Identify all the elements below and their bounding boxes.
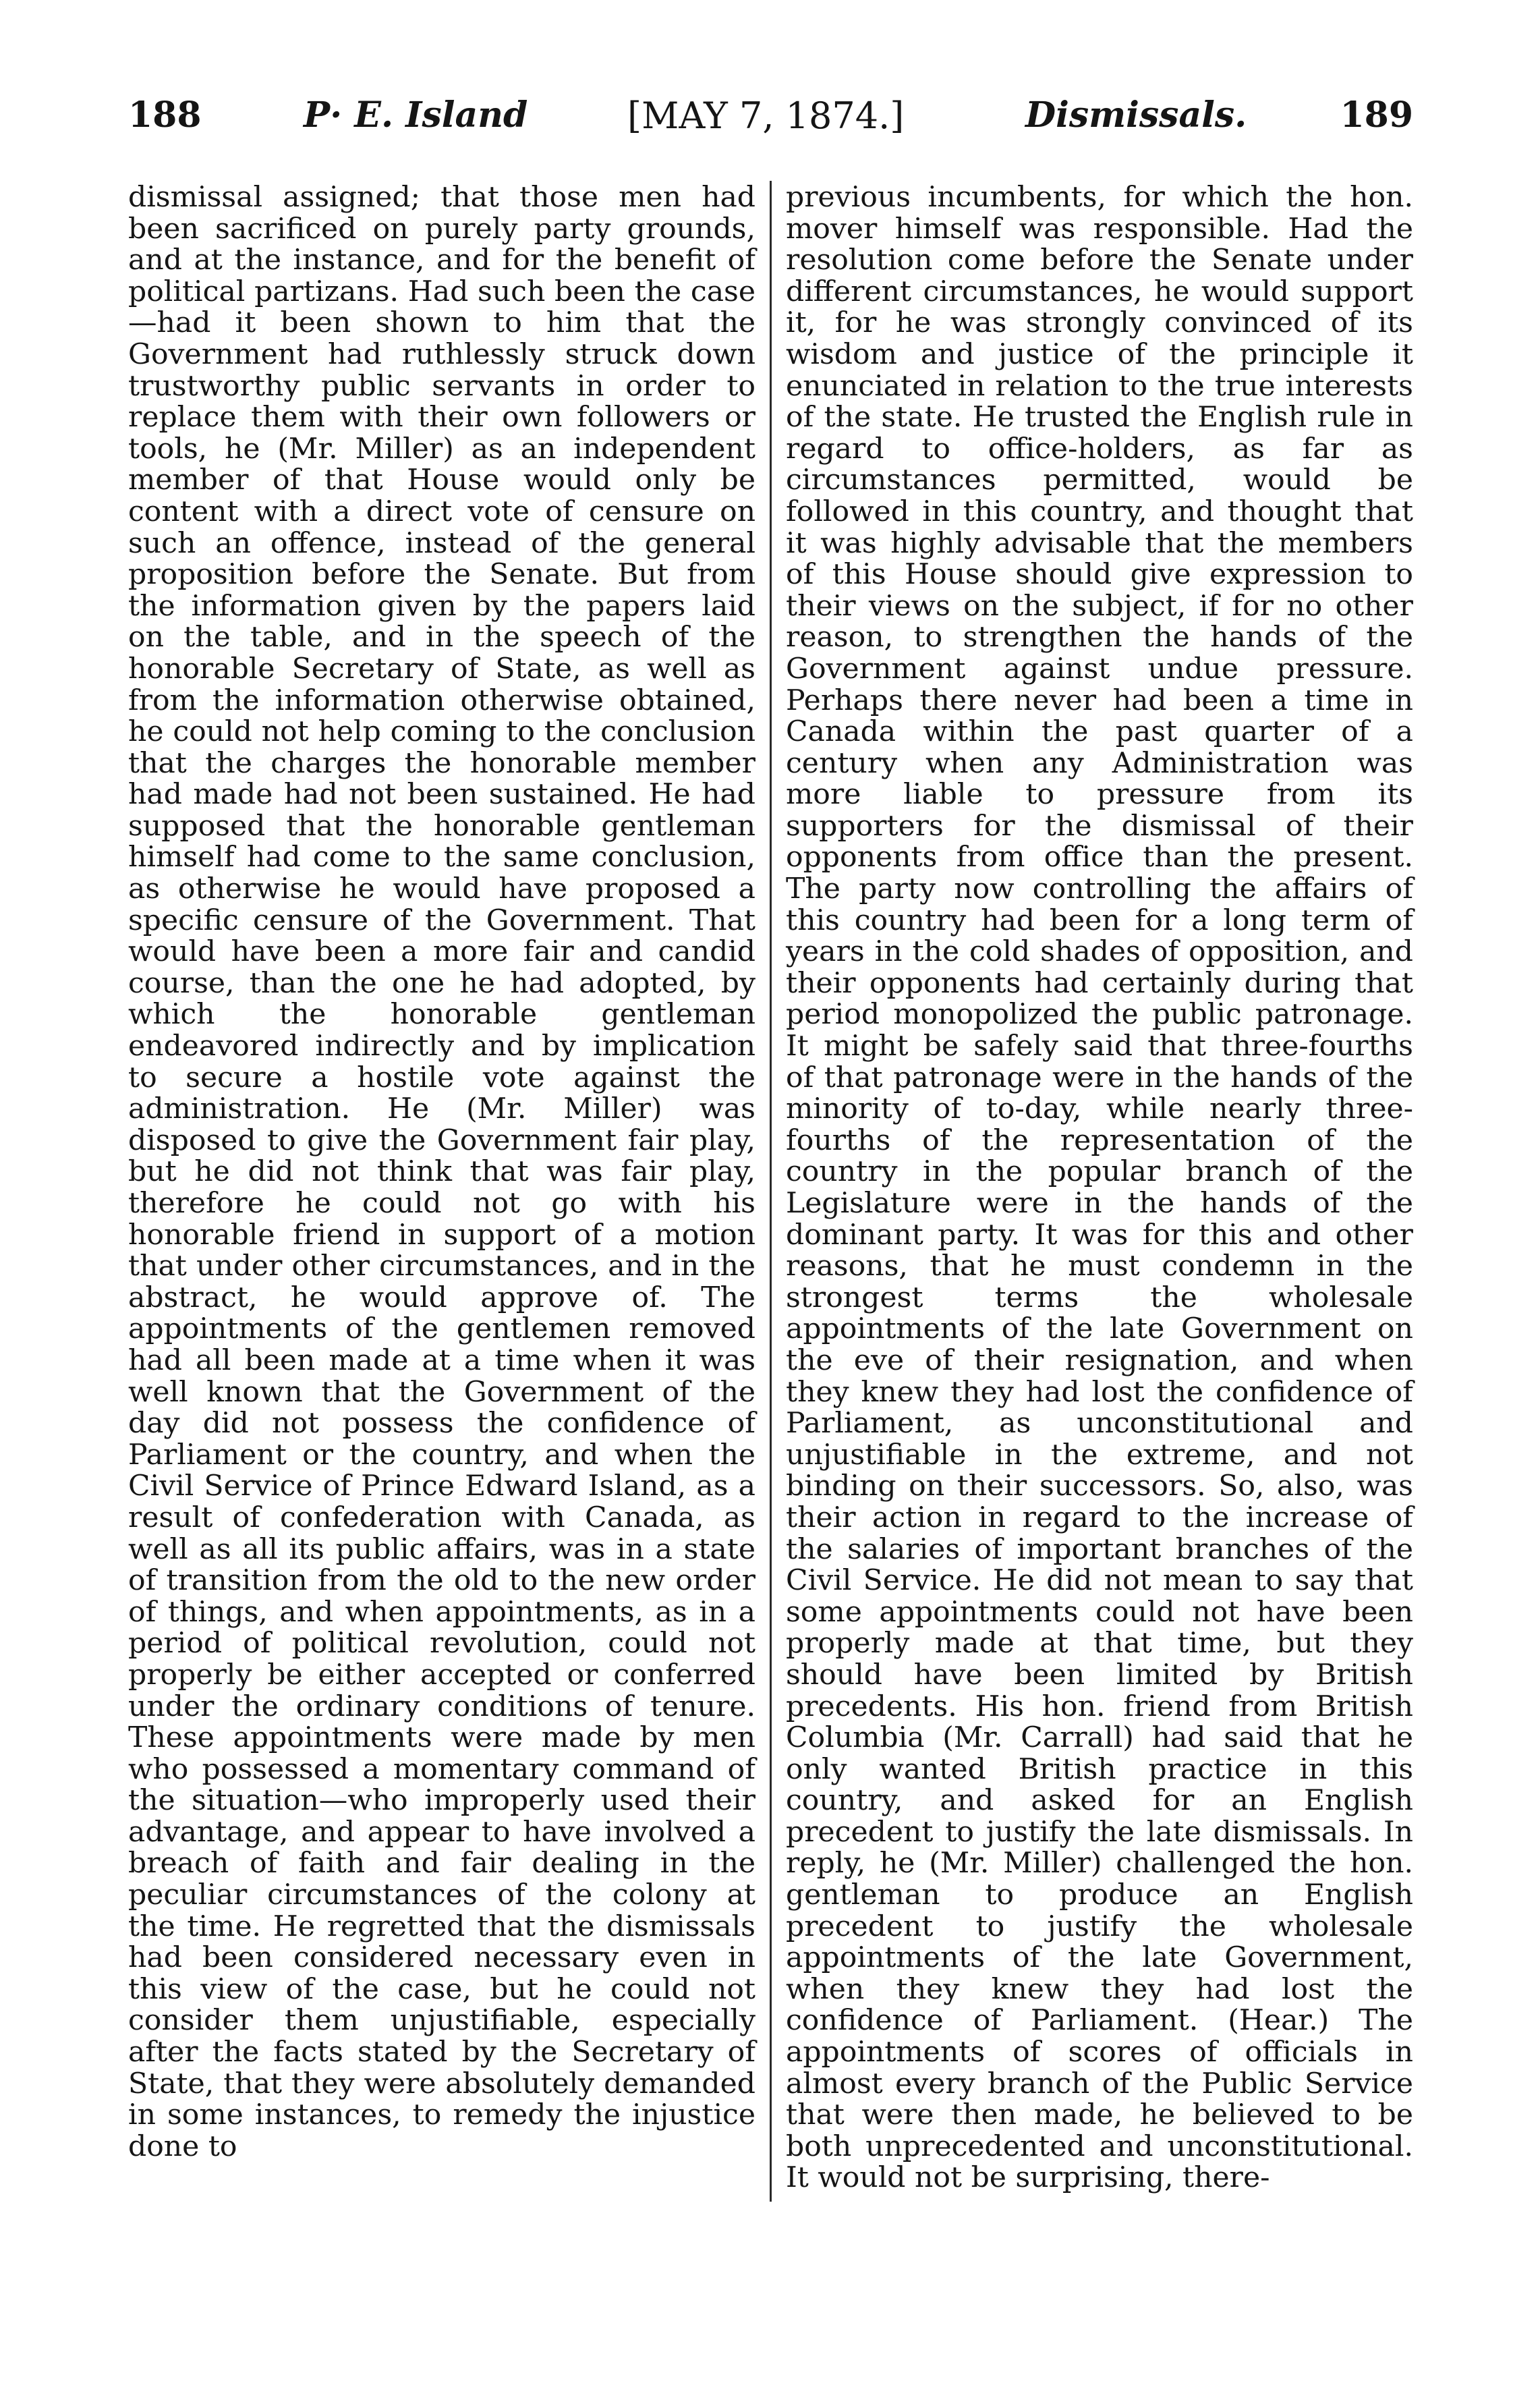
text-column-right: previous incumbents, for which the hon. mover himself was responsible. Had the resolution come before the Senate under different circumstances, he would support it, for he was strongly convinced of its wisdom and justice of the principle it enunciated in relation to the true interests of the state. He trusted the English rule in regard to office-holders, as far as circumstances permitted, would be followed in this country, and thought that it was highly advisable that the members of this House should give expression to their views on the subject, if for no other reason, to strengthen the hands of the Government against undue pressure. Perhaps there never had been a time in Canada within the past quarter of a century when any Administration was more liable to pressure from its supporters for the dismissal of their opponents from office than the present. The party now controlling the affairs of this country had been for a long term of years in the cold shades of opposition, and their opponents had certainly during that period monopolized the public patronage. It might be safely said that three-fourths of that patronage were in the hands of the minority of to-day, while nearly three-fourths of the representation of the country in the popular branch of the Legislature were in the hands of the dominant party. It was for this and other reasons, that he must condemn in the strongest terms the wholesale appointments of the late Government on the eve of their resignation, and when they knew they had lost the confidence of Parliament, as unconstitutional and unjustifiable in the extreme, and not binding on their successors. So, also, was their action in regard to the increase of the salaries of important branches of the Civil Service. He did not mean to say that some appointments could not have been properly made at that time, but they should have been limited by British precedents. His hon. friend from British Columbia (Mr. Carrall) had said that he only wanted British practice in this country, and asked for an English precedent to justify the late dismissals. In reply, he (Mr. Miller) challenged the hon. gentleman to produce an English precedent to justify the wholesale appointments of the late Government, when they knew they had lost the confidence of Parliament. (Hear.) The appointments of scores of officials in almost every branch of the Public Service that were then made, he believed to be both unprecedented and unconstitutional. It would not be surprising, there- xyxy=(786,181,1413,2195)
column-divider xyxy=(770,181,772,2202)
header-date: [MAY 7, 1874.] xyxy=(627,94,905,137)
page-number-left: 188 xyxy=(128,94,202,136)
section-title-right: Dismissals. xyxy=(1025,94,1247,136)
text-column-left: dismissal assigned; that those men had been sacrificed on purely party grounds, and at the instance, and for the benefit of political partizans. Had such been the case—had it been shown to him that the Government had ruthlessly struck down trustworthy public servants in order to replace them with their own followers or tools, he (Mr. Miller) as an independent member of that House would only be content with a direct vote of censure on such an offence, instead of the general proposition before the Senate. But from the information given by the papers laid on the table, and in the speech of the honorable Secretary of State, as well as from the information otherwise obtained, he could not help coming to the conclusion that the charges the honorable member had made had not been sustained. He had supposed that the honorable gentleman himself had come to the same conclusion, as otherwise he would have proposed a specific censure of the Government. That would have been a more fair and candid course, than the one he had adopted, by which the honorable gentleman endeavored indirectly and by implication to secure a hostile vote against the administration. He (Mr. Miller) was disposed to give the Government fair play, but he did not think that was fair play, therefore he could not go with his honorable friend in support of a motion that under other circumstances, and in the abstract, he would approve of. The appointments of the gentlemen removed had all been made at a time when it was well known that the Government of the day did not possess the confidence of Parliament or the country, and when the Civil Service of Prince Edward Island, as a result of confederation with Canada, as well as all its public affairs, was in a state of transition from the old to the new order of things, and when appointments, as in a period of political revolution, could not properly be either accepted or conferred under the ordinary conditions of tenure. These appointments were made by men who possessed a momentary command of the situation—who improperly used their advantage, and appear to have involved a breach of faith and fair dealing in the peculiar circumstances of the colony at the time. He regretted that the dismissals had been considered necessary even in this view of the case, but he could not consider them unjustifiable, especially after the facts stated by the Secretary of State, that they were absolutely demanded in some instances, to remedy the injustice done to xyxy=(128,181,755,2163)
section-title-left: P· E. Island xyxy=(304,94,528,136)
running-header xyxy=(128,94,1413,148)
page-number-right: 189 xyxy=(1340,94,1413,136)
